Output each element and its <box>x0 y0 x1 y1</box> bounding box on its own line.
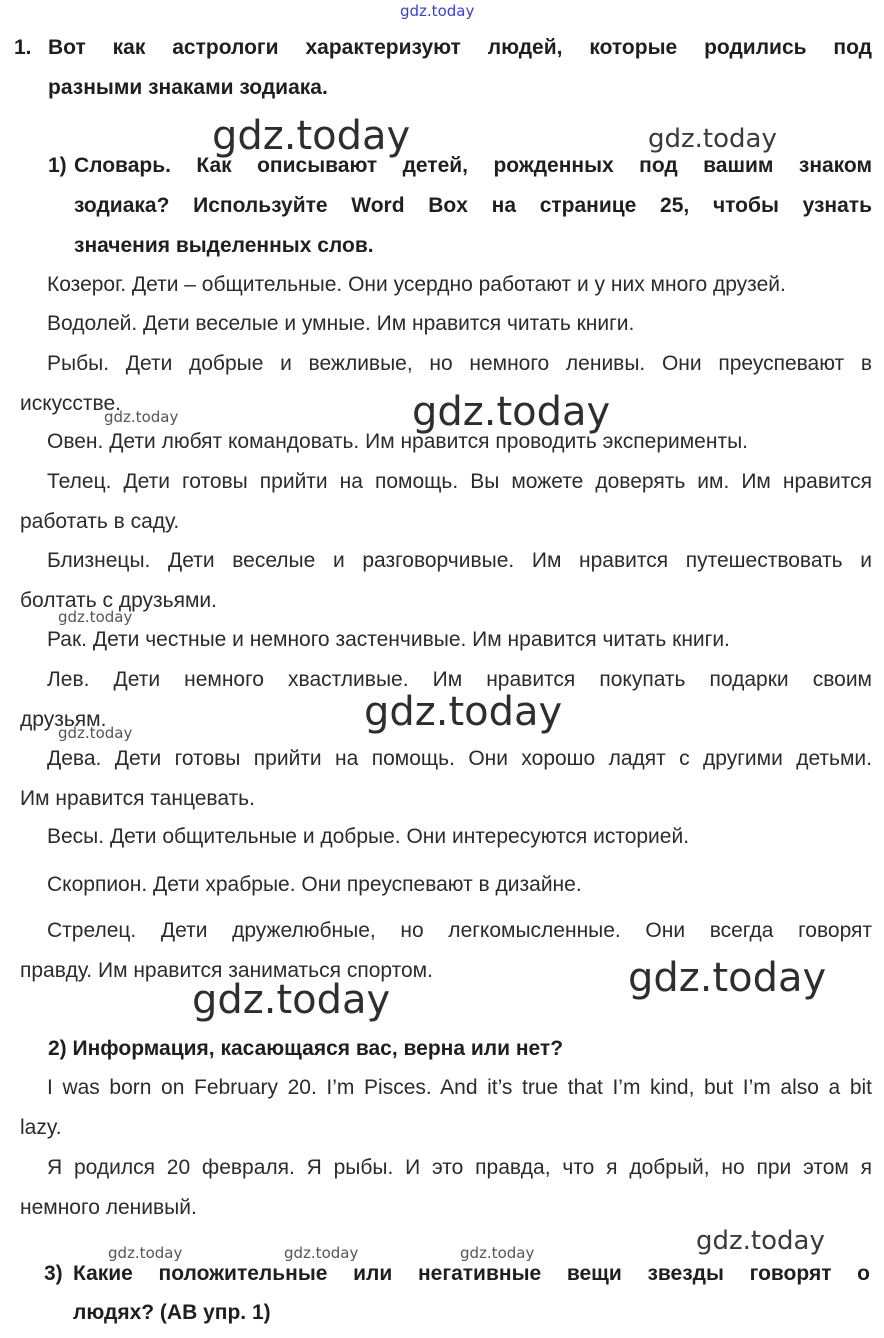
watermark: gdz.today <box>412 389 611 435</box>
paragraph-cancer: Рак. Дети честные и немного застенчивые. Им нравится читать книги. <box>47 628 730 651</box>
paragraph-gemini-cont: болтать с друзьями. <box>20 589 217 612</box>
watermark: gdz.today <box>212 113 411 159</box>
paragraph-scorpio: Скорпион. Дети храбрые. Они преуспевают в дизайне. <box>47 873 582 896</box>
answer-english: I was born on February 20. I’m Pisces. And it’s true that I’m kind, but I’m also a bit <box>47 1076 872 1099</box>
section-1-question-line: зодиака? Используйте Word Box на странице 25, чтобы узнать <box>74 194 872 217</box>
watermark: gdz.today <box>400 2 475 20</box>
section-3-number: 3) <box>44 1262 63 1285</box>
paragraph-gemini: Близнецы. Дети веселые и разговорчивые. Им нравится путешествовать и <box>47 549 872 572</box>
task-title-line: разными знаками зодиака. <box>48 76 328 99</box>
paragraph-virgo: Дева. Дети готовы прийти на помощь. Они хорошо ладят с другими детьми. <box>47 747 872 770</box>
paragraph-sagittarius: Стрелец. Дети дружелюбные, но легкомысленные. Они всегда говорят <box>47 919 872 942</box>
paragraph-aquarius: Водолей. Дети веселые и умные. Им нравится читать книги. <box>47 312 635 335</box>
paragraph-taurus-cont: работать в саду. <box>20 510 180 533</box>
watermark: gdz.today <box>108 1244 183 1262</box>
paragraph-taurus: Телец. Дети готовы прийти на помощь. Вы можете доверять им. Им нравится <box>47 470 872 493</box>
watermark: gdz.today <box>696 1226 825 1256</box>
paragraph-aries: Овен. Дети любят командовать. Им нравится проводить эксперименты. <box>47 430 748 453</box>
watermark: gdz.today <box>364 689 563 735</box>
watermark: gdz.today <box>58 724 133 742</box>
section-1-number: 1) <box>48 154 67 177</box>
answer-russian-cont: немного ленивый. <box>20 1196 197 1219</box>
watermark: gdz.today <box>628 955 827 1001</box>
paragraph-leo-cont: друзьям. <box>20 708 107 731</box>
task-title-line: Вот как астрологи характеризуют людей, которые родились под <box>48 36 872 59</box>
section-3-question-line: людях? (АВ упр. 1) <box>73 1301 271 1324</box>
section-1-question-line: Словарь. Как описывают детей, рожденных под вашим знаком <box>74 154 872 177</box>
watermark: gdz.today <box>58 608 133 626</box>
paragraph-libra: Весы. Дети общительные и добрые. Они интересуются историей. <box>47 825 690 848</box>
watermark: gdz.today <box>192 977 391 1023</box>
paragraph-pisces-cont: искусстве. <box>20 392 121 415</box>
watermark: gdz.today <box>460 1244 535 1262</box>
paragraph-leo: Лев. Дети немного хвастливые. Им нравится покупать подарки своим <box>47 668 872 691</box>
watermark: gdz.today <box>648 124 777 154</box>
section-2-heading: 2) Информация, касающаяся вас, верна или нет? <box>48 1037 564 1060</box>
paragraph-capricorn: Козерог. Дети – общительные. Они усердно работают и у них много друзей. <box>47 273 786 296</box>
task-number: 1. <box>14 36 32 59</box>
section-3-question-line: Какие положительные или негативные вещи звезды говорят о <box>73 1262 870 1285</box>
paragraph-pisces: Рыбы. Дети добрые и вежливые, но немного ленивы. Они преуспевают в <box>47 352 872 375</box>
watermark: gdz.today <box>284 1244 359 1262</box>
answer-english-cont: lazy. <box>20 1116 62 1139</box>
watermark: gdz.today <box>104 408 179 426</box>
section-1-question-line: значения выделенных слов. <box>74 234 374 257</box>
paragraph-virgo-cont: Им нравится танцевать. <box>20 787 255 810</box>
paragraph-sagittarius-cont: правду. Им нравится заниматься спортом. <box>20 959 433 982</box>
answer-russian: Я родился 20 февраля. Я рыбы. И это правда, что я добрый, но при этом я <box>47 1156 872 1179</box>
